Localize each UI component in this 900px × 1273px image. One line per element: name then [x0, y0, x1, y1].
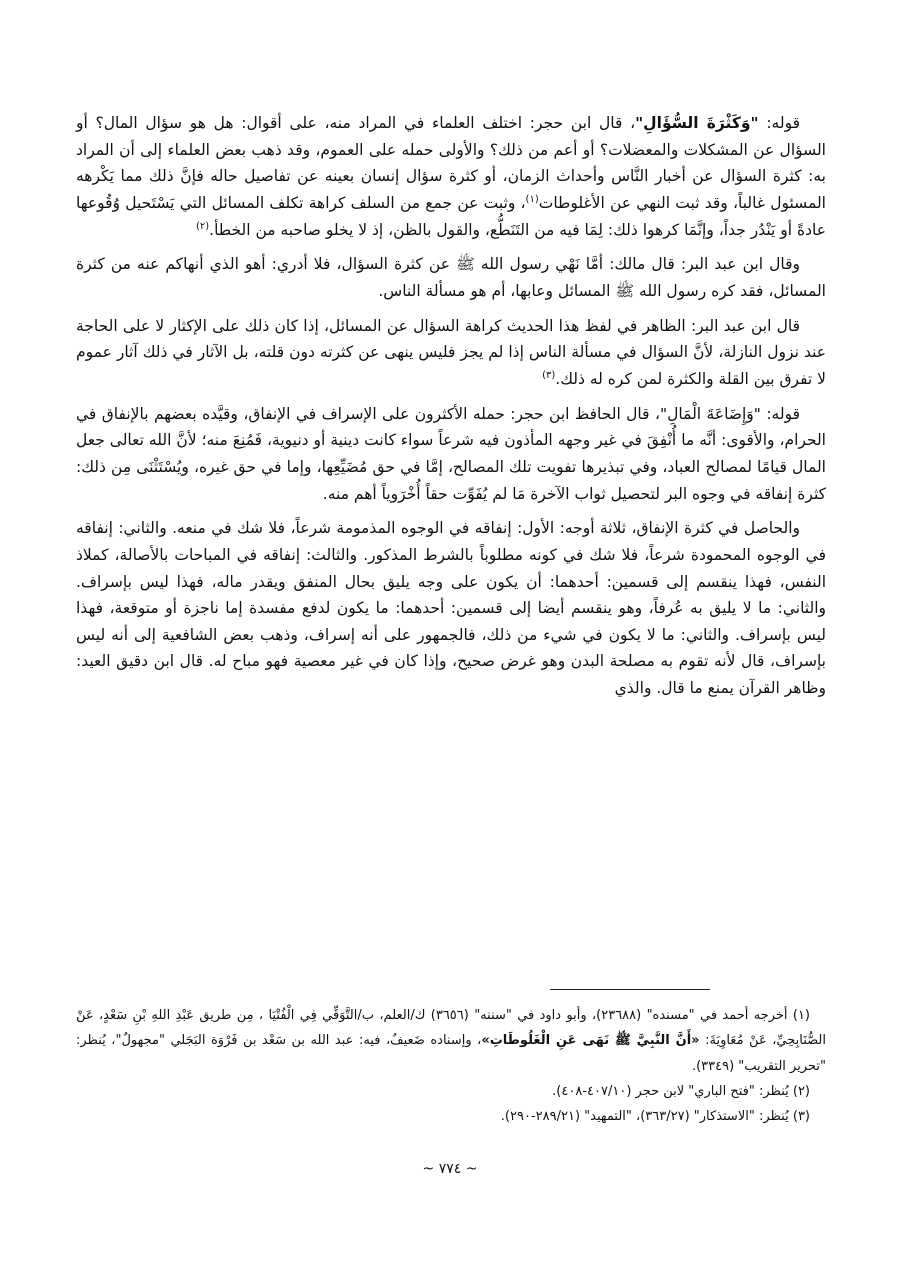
paragraph-2 [76, 251, 826, 304]
footnote-2 [76, 1079, 826, 1104]
footnote-ref: (٢) [195, 220, 210, 232]
paragraph-4 [76, 401, 826, 508]
text-run: ، وإسناده ضَعيفٌ، فيه: عبد الله بن سَعْد بن فَرْوَة البَجَلي "مجهولٌ"، يُنظر: "تحرير التقريب" (٣٣٤٩). [76, 1033, 826, 1074]
quoted-term: «أَنَّ النَّبِيَّ ﷺ نَهَى عَنِ الْغَلُوطَاتِ» [481, 1033, 700, 1049]
page-number: ~ ٧٧٤ ~ [422, 1161, 478, 1177]
text-run: قوله: "وَإِضَاعَةَ الْمَالِ"، قال الحافظ ابن حجر: حمله الأكثرون على الإسراف في الإنفاق، وقيَّده بعضهم بالإنفاق في الحرام، والأقوى: أنَّه ما أُنْفِقَ في غير وجهه المأذون فيه شرعاً سواء كانت دينية أو دنيوية، فَمُنِعَ منه؛ لأنَّ الله تعالى جعل المال قيامًا لمصالح العباد، وفي تبذيرها تفويت تلك المصالح، إمَّا في حق مُضَيِّعِها، وإما في حق غيره، ويُسْتَثْنَى مِن ذلك: كثرة إنفاقه في وجوه البر لتحصيل ثواب الآخرة مَا لم يُفَوِّت حقاً أُخْرَوياً أهم منه. [76, 404, 826, 503]
paragraph-3 [76, 313, 826, 393]
text-run: ، قال ابن حجر: اختلف العلماء في المراد منه، على أقوال: هل هو سؤال المال؟ أو السؤال عن المشكلات والمعضلات؟ أو أعم من ذلك؟ والأولى حمله على العموم، وقد ذهب بعض العلماء إلى أن المراد به: كثرة السؤال عن أخبار النَّاس وأحداث الزمان، أو كثرة سؤال إنسان بعينه عن تفاصيل حاله فإنَّ ذلك مما يَكْرهه المسئول غالباً، وقد ثبت النهي عن الأغلوطات [76, 114, 826, 212]
text-run: ، وثبت عن جمع من السلف كراهة تكلف المسائل التي يَسْتَحيل وُقُوعها عادةً أو يَنْدُر جداً، وإنَّمَا كرهوا ذلك: لِمَا فيه من التَنَطُّع، والقول بالظن، إذ لا يخلو صاحبه من الخطأ. [76, 193, 826, 239]
text-run: (١) أخرجه أحمد في "مسنده" (٢٣٦٨٨)، وأبو داود في "سننه" (٣٦٥٦) ك/العلم، ب/التَّوَقِّي فِي الْفُتْيَا ، مِن طريق عَبْدِ اللهِ بْنِ سَعْدٍ، عَنْ الصُّنَابِحِيِّ، عَنْ مُعَاوِيَةَ: [76, 1008, 826, 1049]
text-run: (٣) يُنظر: "الاستذكار" (٣٦٣/٢٧)، "التمهيد" (٢٨٩/٢١-٢٩٠). [500, 1109, 810, 1125]
footnotes [76, 1003, 826, 1130]
text-run: والحاصل في كثرة الإنفاق، ثلاثة أوجه: الأول: إنفاقه في الوجوه المذمومة شرعاً، فلا شك في منعه. والثاني: إنفاقه في الوجوه المحمودة شرعاً، فلا شك في كونه مطلوباً بالشرط المذكور. والثالث: إنفاقه في المباحات بالأصالة، كملاذ النفس، فهذا ينقسم إلى قسمين: أحدهما: أن يكون على وجه يليق بحال المنفق ويقدر ماله، فهذا ليس بإسراف. والثاني: ما لا يليق به عُرفاً، وهو ينقسم أيضا إلى قسمين: أحدهما: ما يكون لدفع مفسدة إما ناجزة أو متوقعة، فهذا ليس بإسراف. والثاني: ما لا يكون في شيء من ذلك، فالجمهور على أنه إسراف، وذهب بعض الشافعية إلى أنه ليس بإسراف، قال لأنه تقوم به مصلحة البدن وهو غرض صحيح، وإذا كان في غير معصية فهو مباح له. قال ابن دقيق العيد: وظاهر القرآن يمنع ما قال. والذي [76, 519, 826, 698]
paragraph-5 [76, 515, 826, 702]
text-run: قال ابن عبد البر: الظاهر في لفظ هذا الحديث كراهة السؤال عن المسائل، إذا كان ذلك على الإكثار لا على الحاجة عند نزول النازلة، لأنَّ السؤال في مسألة الناس إذا لم يجز فليس ينهى عن كثرته دون قلته، بل الآثار في ذلك آثار عموم لا تفرق بين القلة والكثرة لمن كره له ذلك. [76, 316, 826, 388]
main-text [76, 110, 826, 710]
footnote-3 [76, 1104, 826, 1129]
quoted-term: "وَكَثْرَةَ السُّؤَالِ" [635, 114, 759, 132]
footnote-1 [76, 1003, 826, 1079]
text-run: قوله: [758, 114, 800, 132]
text-run: (٢) يُنظر: "فتح الباري" لابن حجر (٤٠٧/١٠-٤٠٨). [552, 1084, 810, 1100]
footnote-divider [550, 989, 710, 990]
paragraph-1 [76, 110, 826, 243]
text-run: وقال ابن عبد البر: قال مالك: أمَّا نَهْي رسول الله ﷺ عن كثرة السؤال، فلا أدري: أهو الذي أنهاكم عنه من كثرة المسائل، فقد كره رسول الله ﷺ المسائل وعابها، أم هو مسألة الناس. [76, 255, 826, 300]
footnote-ref: (١) [525, 193, 539, 205]
footnote-ref: (٣) [542, 369, 556, 381]
